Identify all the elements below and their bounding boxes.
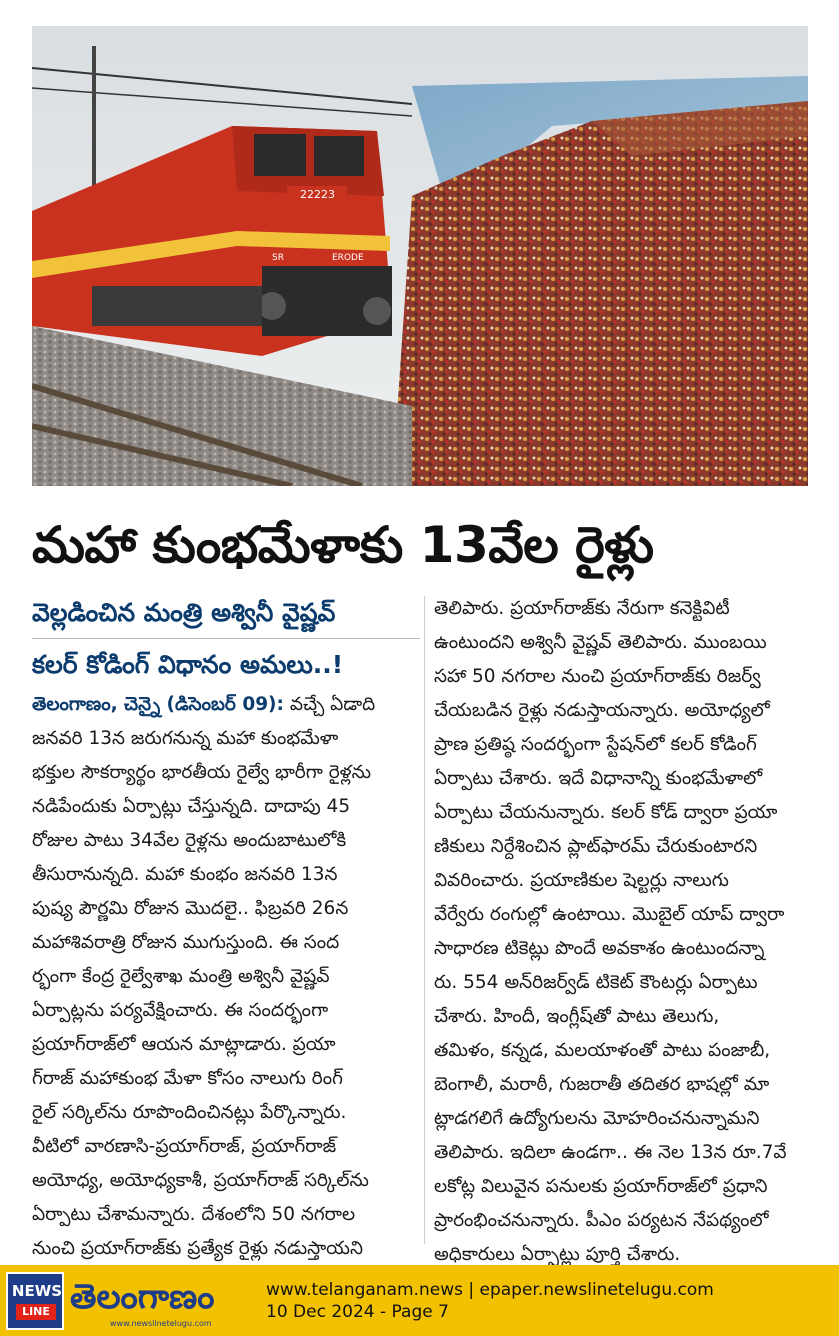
article-line: గ్‌రాజ్ మహాకుంభ మేళా కోసం నాలుగు రింగ్ bbox=[32, 1068, 343, 1089]
article-line: సహా 50 నగరాల నుంచి ప్రయాగ్‌రాజ్‌కు రిజర్వ్ bbox=[434, 666, 761, 687]
footer-page-info: 10 Dec 2024 - Page 7 bbox=[266, 1302, 449, 1322]
brand-name: తెలంగాణం bbox=[70, 1277, 215, 1317]
article-line: ఏర్పాట్లను పర్యవేక్షించారు. ఈ సందర్భంగా bbox=[32, 1000, 329, 1021]
article-line: లకోట్ల విలువైన పనులకు ప్రయాగ్‌రాజ్‌లో ప్రధాని bbox=[434, 1176, 768, 1197]
article-line: వీటిలో వారణాసి-ప్రయాగ్‌రాజ్, ప్రయాగ్‌రాజ్ bbox=[32, 1136, 337, 1157]
article-column-left bbox=[32, 688, 414, 1266]
footer-bar bbox=[0, 1265, 839, 1336]
article-line: భక్తుల సౌకర్యార్థం భారతీయ రైల్వే భారీగా రైళ్లను bbox=[32, 762, 371, 783]
headline: మహా కుంభమేళాకు 13వేల రైళ్లు bbox=[32, 516, 654, 574]
article-line: చేశారు. హిందీ, ఇంగ్లీష్‌తో పాటు తెలుగు, bbox=[434, 1006, 720, 1027]
article-line: జనవరి 13న జరుగనున్న మహా కుంభమేళా bbox=[32, 728, 339, 749]
article-column-right bbox=[434, 592, 816, 1272]
article-line: రు. 554 అన్‌రిజర్వ్‌డ్ టికెట్ కౌంటర్లు ఏర్పాటు bbox=[434, 972, 758, 993]
article-line: మహాశివరాత్రి రోజున ముగుస్తుంది. ఈ సంద bbox=[32, 932, 340, 953]
article-line: ణికులు నిర్దేశించిన ప్లాట్‌ఫారమ్ చేరుకుంటారని bbox=[434, 836, 758, 857]
newsline-logo[interactable] bbox=[6, 1272, 64, 1330]
train-and-crowd-image bbox=[32, 26, 808, 486]
subheadline-rule bbox=[32, 638, 420, 639]
article-text: వచ్చే ఏడాది bbox=[289, 694, 376, 715]
article-line: పుష్య పౌర్ణమి రోజున మొదలై.. ఫిబ్రవరి 26న bbox=[32, 898, 349, 919]
logo-news-text: NEWS bbox=[11, 1282, 63, 1300]
article-line: తెలిపారు. ఇదిలా ఉండగా.. ఈ నెల 13న రూ.7వే bbox=[434, 1142, 787, 1163]
article-line: ప్రారంభించనున్నారు. పీఎం పర్యటన నేపథ్యంలో bbox=[434, 1210, 769, 1231]
article-line: ఏర్పాటు చేశారు. ఇదే విధానాన్ని కుంభమేళాలో bbox=[434, 768, 763, 789]
article-line: బెంగాలీ, మరాఠీ, గుజరాతీ తదితర భాషల్లో మా bbox=[434, 1074, 770, 1095]
article-line: నడిపేందుకు ఏర్పాట్లు చేస్తున్నది. దాదాపు 45 bbox=[32, 796, 351, 817]
article-line: వివరించారు. ప్రయాణికుల షెల్టర్లు నాలుగు bbox=[434, 870, 729, 891]
hero-photo bbox=[32, 26, 808, 486]
article-line: అయోధ్య, అయోధ్యకాశీ, ప్రయాగ్‌రాజ్ సర్కిల్‌ను bbox=[32, 1170, 369, 1191]
loco-number: 22223 bbox=[300, 188, 335, 201]
brand-site: www.newslinetelugu.com bbox=[110, 1319, 212, 1328]
dateline: తెలంగాణం, చెన్నై (డిసెంబర్ 09): bbox=[32, 694, 284, 715]
article-line: చేయబడిన రైళ్లు నడుస్తాయన్నారు. అయోధ్యలో bbox=[434, 700, 770, 721]
article-line: తమిళం, కన్నడ, మలయాళంతో పాటు పంజాబీ, bbox=[434, 1040, 771, 1061]
article-line: ట్లాడగలిగే ఉద్యోగులను మోహరించనున్నామని bbox=[434, 1108, 760, 1129]
article-line: ఏర్పాటు చేశామన్నారు. దేశంలోని 50 నగరాల bbox=[32, 1204, 356, 1225]
article-line bbox=[32, 688, 414, 722]
article-line: రోజుల పాటు 34వేల రైళ్లను అందుబాటులోకి bbox=[32, 830, 347, 851]
subheadline-1: వెల్లడించిన మంత్రి అశ్వినీ వైష్ణవ్ bbox=[32, 598, 336, 627]
loco-shed: SR bbox=[272, 253, 284, 263]
loco-shed-2: ERODE bbox=[332, 253, 364, 263]
article-line: ర్భంగా కేంద్ర రైల్వేశాఖ మంత్రి అశ్వినీ వైష్ణవ్ bbox=[32, 966, 330, 987]
article-line: ఉంటుందని అశ్వినీ వైష్ణవ్ తెలిపారు. ముంబయి bbox=[434, 632, 767, 653]
column-divider bbox=[424, 596, 425, 1244]
article-line: తెలిపారు. ప్రయాగ్‌రాజ్‌కు నేరుగా కనెక్టివిటీ bbox=[434, 598, 730, 619]
subheadline-2: కలర్ కోడింగ్ విధానం అమలు..! bbox=[32, 650, 344, 679]
article-line: తీసురానున్నది. మహా కుంభం జనవరి 13న bbox=[32, 864, 338, 885]
article-line: నుంచి ప్రయాగ్‌రాజ్‌కు ప్రత్యేక రైళ్లు నడుస్తాయని bbox=[32, 1238, 363, 1259]
logo-line-text: LINE bbox=[16, 1304, 56, 1320]
footer-urls[interactable]: www.telanganam.news | epaper.newslinetelugu.com bbox=[266, 1280, 714, 1300]
article-line: ప్రాణ ప్రతిష్ఠ సందర్భంగా స్టేషన్‌లో కలర్ కోడింగ్ bbox=[434, 734, 757, 755]
article-line: ఏర్పాటు చేయనున్నారు. కలర్ కోడ్ ద్వారా ప్రయా bbox=[434, 802, 778, 823]
article-line: రైల్ సర్కిల్‌ను రూపొందించినట్లు పేర్కొన్నారు. bbox=[32, 1102, 347, 1123]
article-line: అధికారులు ఏర్పాట్లు పూర్తి చేశారు. bbox=[434, 1244, 681, 1265]
article-line: ప్రయాగ్‌రాజ్‌లో ఆయన మాట్లాడారు. ప్రయా bbox=[32, 1034, 336, 1055]
article-line: సాధారణ టికెట్లు పొందే అవకాశం ఉంటుందన్నా bbox=[434, 938, 765, 959]
article-line: వేర్వేరు రంగుల్లో ఉంటాయి. మొబైల్ యాప్ ద్వారా bbox=[434, 904, 785, 925]
